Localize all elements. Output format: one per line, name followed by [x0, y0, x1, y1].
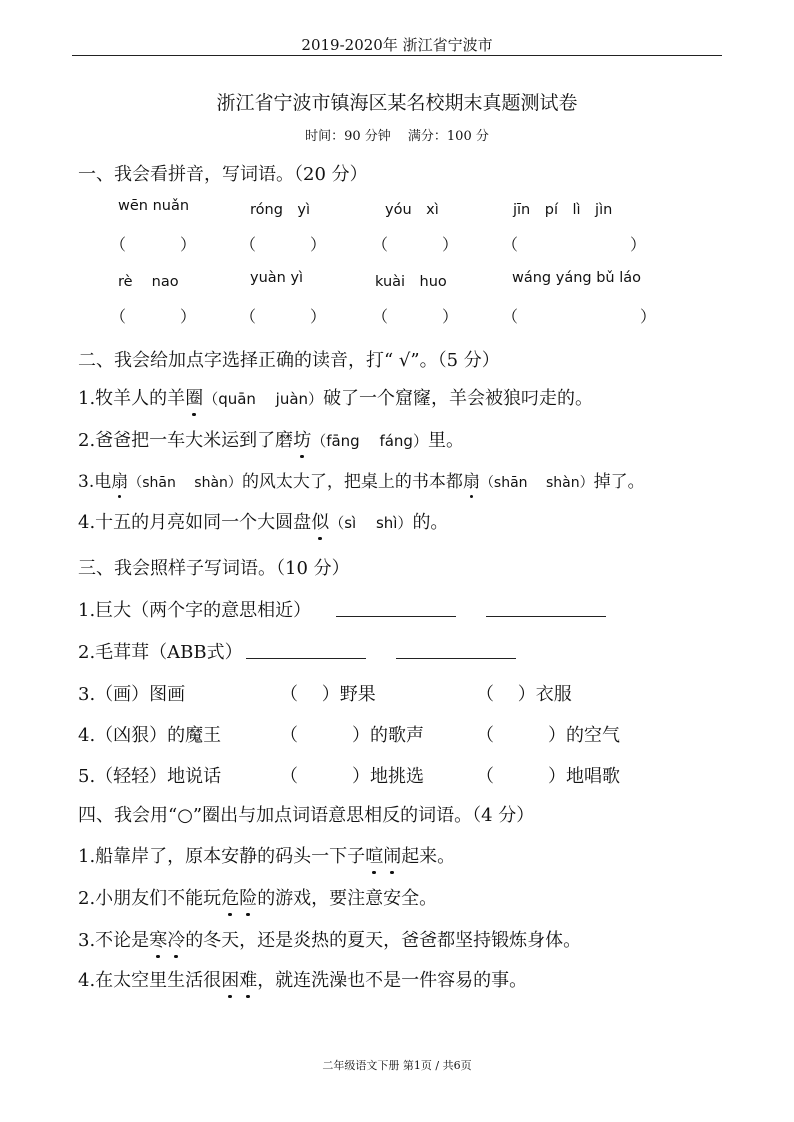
- question-3-5b: （ ）地挑选: [280, 766, 424, 787]
- paren-right: ）: [180, 235, 197, 254]
- question-4-1: [78, 842, 455, 868]
- paren-right: ）: [310, 307, 327, 326]
- paren-left: （: [240, 235, 257, 254]
- exam-subtitle: 时间：90 分钟 满分：100 分: [305, 129, 489, 144]
- question-3-5: 5.（轻轻）地说话: [78, 766, 222, 787]
- pinyin-options: （sì shì）: [329, 514, 413, 532]
- answer-blank[interactable]: [396, 658, 516, 659]
- exam-title: 浙江省宁波市镇海区某名校期末真题测试卷: [216, 92, 578, 114]
- paren-right: ）: [310, 235, 327, 254]
- text: 的风太大了，把桌上的书本都: [241, 472, 463, 492]
- paren-left: （: [502, 307, 519, 326]
- pinyin-options: （shān shàn）: [128, 475, 242, 491]
- dotted-char: 寒: [149, 926, 167, 952]
- question-3-4b: （ ）的歌声: [280, 725, 424, 746]
- pinyin-options: （quān juàn）: [203, 390, 324, 408]
- paren-right: ）: [442, 235, 459, 254]
- pinyin: rè nao: [118, 274, 179, 290]
- dotted-char: 圈: [185, 384, 203, 410]
- text: 起来。: [401, 846, 456, 867]
- dotted-word: [149, 930, 185, 951]
- question-2-4: [78, 508, 448, 534]
- text: 2.爸爸把一车大米运到了磨: [78, 430, 294, 451]
- paren-left: （: [110, 235, 127, 254]
- question-2-1: [78, 384, 593, 410]
- text: 3.电: [78, 472, 112, 492]
- text: ，就连洗澡也不是一件容易的事。: [257, 970, 528, 991]
- answer-blank[interactable]: [336, 616, 456, 617]
- question-4-4: [78, 966, 527, 992]
- header-divider: [72, 55, 722, 56]
- question-3-5c: （ ）地唱歌: [476, 766, 620, 787]
- paren-right: ）: [180, 307, 197, 326]
- question-3-3: 3.（画）图画: [78, 684, 186, 705]
- text: 3.不论是: [78, 930, 150, 951]
- text: 里。: [427, 430, 464, 451]
- paren-right: ）: [630, 235, 647, 254]
- text: 2.小朋友们不能玩: [78, 888, 222, 909]
- paren-left: （: [240, 307, 257, 326]
- pinyin: róng yì: [250, 202, 311, 218]
- section-4-heading: 四、我会用“○”圈出与加点词语意思相反的词语。（4 分）: [78, 805, 535, 826]
- pinyin-options: （fāng fáng）: [311, 432, 428, 450]
- paren-left: （: [372, 307, 389, 326]
- dotted-word: [221, 970, 257, 991]
- page-header: 2019-2020年 浙江省宁波市: [301, 36, 493, 54]
- answer-blank[interactable]: [486, 616, 606, 617]
- text: 的冬天，还是炎热的夏天，爸爸都坚持锻炼身体。: [185, 930, 582, 951]
- paren-right: ）: [640, 307, 657, 326]
- page-footer: 二年级语文下册 第1页 / 共6页: [322, 1059, 472, 1072]
- text: 的。: [412, 512, 449, 533]
- dotted-char: 喧: [365, 842, 383, 868]
- pinyin: yuàn yì: [250, 270, 304, 286]
- pinyin-options: （shān shàn）: [479, 475, 594, 491]
- dotted-char: 冷: [167, 926, 185, 952]
- dotted-char: 扇: [463, 467, 480, 492]
- question-2-3: [78, 467, 645, 492]
- section-3-heading: 三、我会照样子写词语。（10 分）: [78, 558, 350, 579]
- dotted-char: 似: [311, 508, 329, 534]
- dotted-char: 险: [239, 884, 257, 910]
- question-3-4c: （ ）的空气: [476, 725, 620, 746]
- paren-left: （: [502, 235, 519, 254]
- pinyin: wēn nuǎn: [118, 198, 190, 214]
- pinyin: yóu xì: [385, 202, 439, 218]
- dotted-word: [221, 888, 257, 909]
- pinyin: jīn pí lì jìn: [513, 202, 613, 218]
- question-2-2: [78, 426, 464, 452]
- section-2-heading: 二、我会给加点字选择正确的读音，打“ √”。（5 分）: [78, 350, 500, 371]
- section-1-heading: 一、我会看拼音，写词语。（20 分）: [78, 164, 368, 185]
- text: 1.船靠岸了，原本安静的码头一下子: [78, 846, 366, 867]
- dotted-char: 危: [221, 884, 239, 910]
- text: 1.牧羊人的羊: [78, 388, 186, 409]
- question-4-2: [78, 884, 437, 910]
- dotted-char: 难: [239, 966, 257, 992]
- text: 破了一个窟窿，羊会被狼叼走的。: [323, 388, 594, 409]
- pinyin: wáng yáng bǔ láo: [512, 270, 642, 286]
- question-3-2: 2.毛茸茸（ABB式）: [78, 642, 243, 663]
- question-4-3: [78, 926, 581, 952]
- text: 4.在太空里生活很: [78, 970, 222, 991]
- pinyin: kuài huo: [375, 274, 447, 290]
- text: 4.十五的月亮如同一个大圆盘: [78, 512, 312, 533]
- paren-right: ）: [442, 307, 459, 326]
- dotted-char: 闹: [383, 842, 401, 868]
- dotted-char: 困: [221, 966, 239, 992]
- question-3-1: 1.巨大（两个字的意思相近）: [78, 600, 312, 621]
- text: 掉了。: [593, 472, 645, 492]
- dotted-char: 扇: [111, 467, 128, 492]
- text: 的游戏，要注意安全。: [257, 888, 438, 909]
- question-3-4: 4.（凶狠）的魔王: [78, 725, 222, 746]
- paren-left: （: [372, 235, 389, 254]
- question-3-3b: （ ）野果: [280, 684, 376, 705]
- dotted-char: 坊: [293, 426, 311, 452]
- question-3-3c: （ ）衣服: [476, 684, 572, 705]
- answer-blank[interactable]: [246, 658, 366, 659]
- paren-left: （: [110, 307, 127, 326]
- dotted-word: [365, 846, 401, 867]
